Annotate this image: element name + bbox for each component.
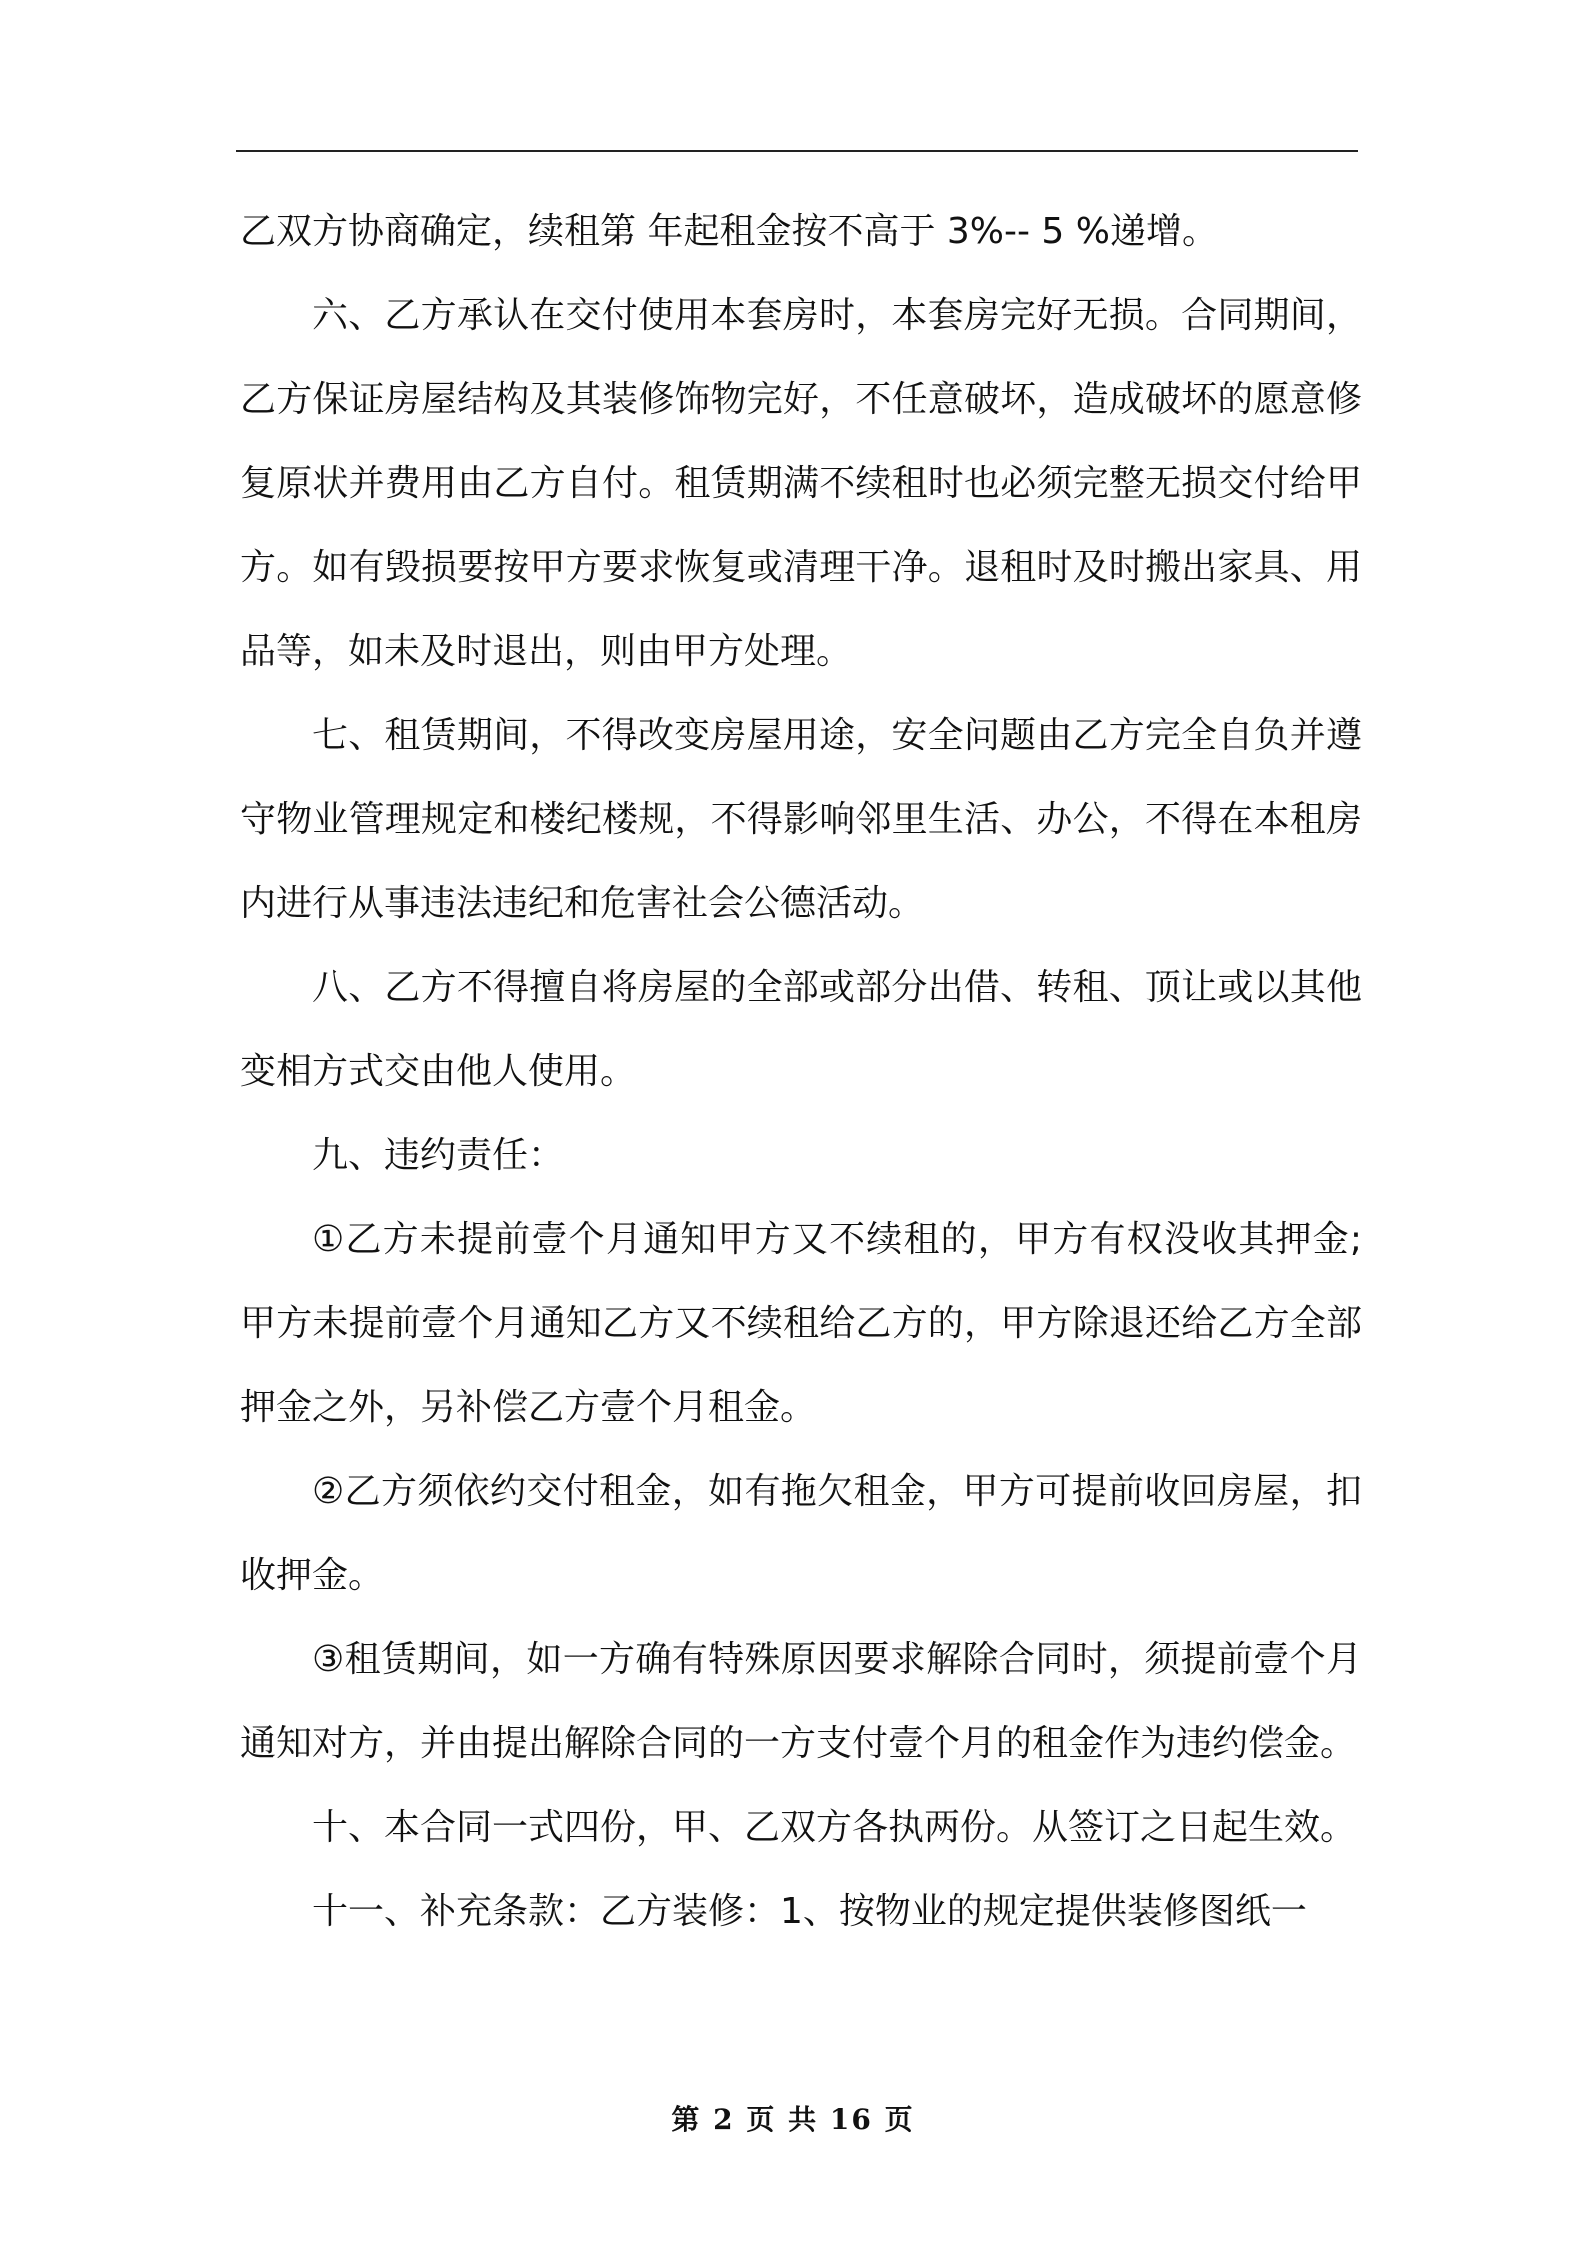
paragraph-clause-9-item-1: ①乙方未提前壹个月通知甲方又不续租的，甲方有权没收其押金;甲方未提前壹个月通知乙方又不续租给乙方的，甲方除退还给乙方全部押金之外，另补偿乙方壹个月租金。 [240, 1219, 1362, 1428]
paragraph-clause-10: 十、本合同一式四份，甲、乙双方各执两份。从签订之日起生效。 [312, 1807, 1357, 1848]
header-rule [236, 150, 1358, 152]
paragraph-rent-increase: 乙双方协商确定，续租第 年起租金按不高于 3%-- 5 %递增。 [240, 211, 1218, 252]
paragraph-clause-11: 十一、补充条款：乙方装修：1、按物业的规定提供装修图纸一 [312, 1891, 1307, 1932]
page-number-text: 第 2 页 共 16 页 [671, 2103, 915, 2136]
page-number-footer [0, 2098, 1586, 2138]
paragraph-clause-9-item-3: ③租赁期间，如一方确有特殊原因要求解除合同时，须提前壹个月通知对方，并由提出解除合同的一方支付壹个月的租金作为违约偿金。 [240, 1639, 1362, 1764]
paragraph-clause-8: 八、乙方不得擅自将房屋的全部或部分出借、转租、顶让或以其他变相方式交由他人使用。 [240, 967, 1362, 1092]
paragraph-clause-6: 六、乙方承认在交付使用本套房时，本套房完好无损。合同期间，乙方保证房屋结构及其装修饰物完好，不任意破坏，造成破坏的愿意修复原状并费用由乙方自付。租赁期满不续租时也必须完整无损交付给甲方。如有毁损要按甲方要求恢复或清理干净。退租时及时搬出家具、用品等，如未及时退出，则由甲方处理。 [240, 295, 1362, 672]
contract-body [240, 190, 1362, 1954]
paragraph-clause-9-item-2: ②乙方须依约交付租金，如有拖欠租金，甲方可提前收回房屋，扣收押金。 [240, 1471, 1362, 1596]
paragraph-clause-9-heading: 九、违约责任： [312, 1135, 565, 1176]
paragraph-clause-7: 七、租赁期间，不得改变房屋用途，安全问题由乙方完全自负并遵守物业管理规定和楼纪楼规，不得影响邻里生活、办公，不得在本租房内进行从事违法违纪和危害社会公德活动。 [240, 715, 1362, 924]
